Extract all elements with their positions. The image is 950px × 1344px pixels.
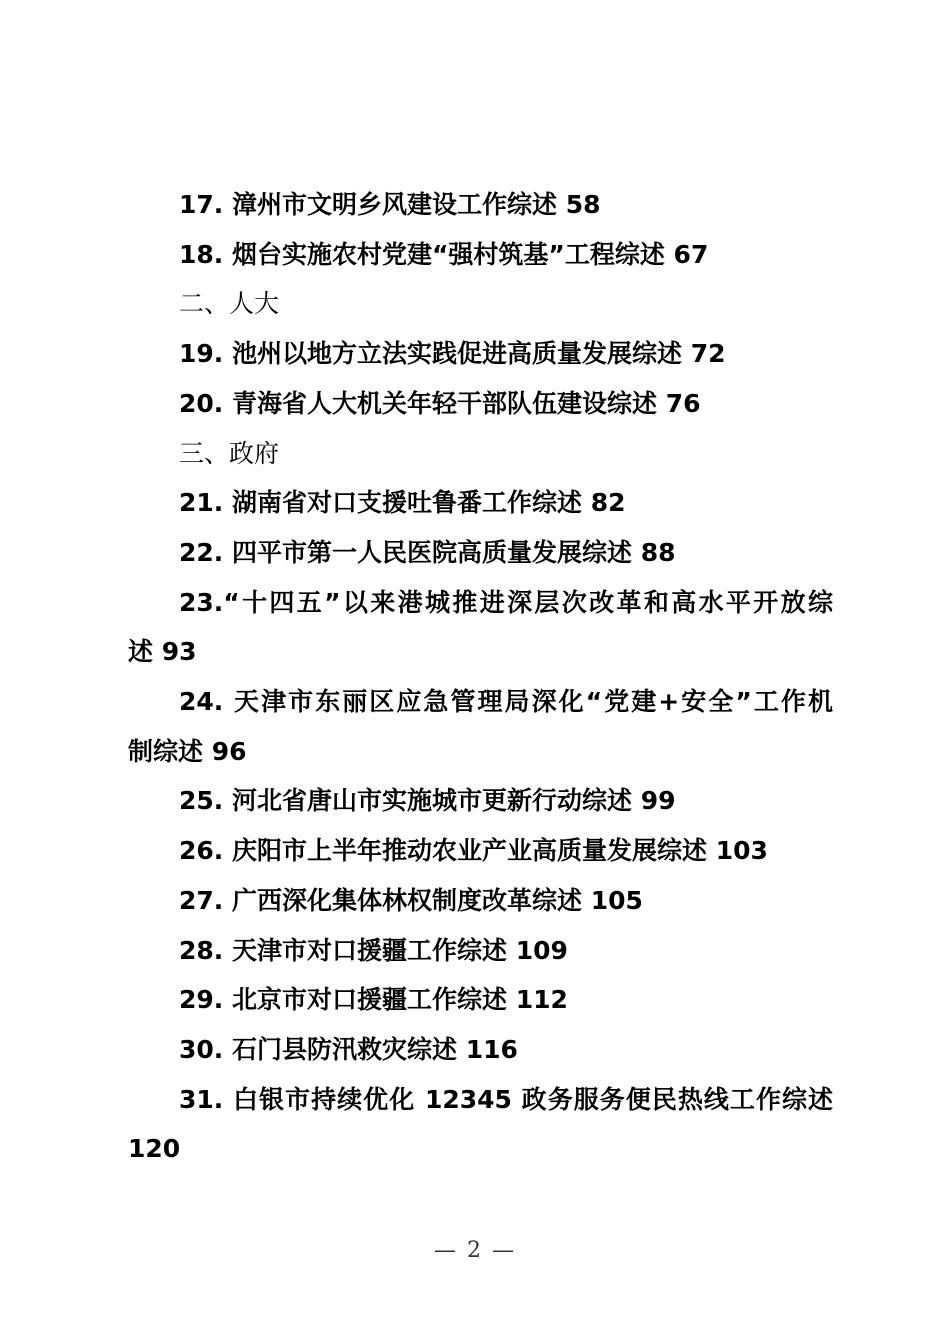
toc-item-18: 18. 烟台实施农村党建“强村筑基”工程综述 67 [179,239,709,269]
toc-item-22: 22. 四平市第一人民医院高质量发展综述 88 [179,537,676,567]
toc-item-24-line2: 制综述 96 [128,736,247,766]
toc-item-31-line1: 31. 白银市持续优化 12345 政务服务便民热线工作综述 [179,1084,833,1114]
toc-item-20: 20. 青海省人大机关年轻干部队伍建设综述 76 [179,388,701,418]
section-heading-zhengfu: 三、政府 [179,438,280,468]
toc-item-30: 30. 石门县防汛救灾综述 116 [179,1034,518,1064]
toc-item-26: 26. 庆阳市上半年推动农业产业高质量发展综述 103 [179,836,768,866]
table-of-contents [128,180,833,1174]
toc-item-25: 25. 河北省唐山市实施城市更新行动综述 99 [179,786,676,816]
toc-item-19: 19. 池州以地方立法实践促进高质量发展综述 72 [179,339,726,369]
page-number: — 2 — [434,1238,516,1263]
toc-item-27: 27. 广西深化集体林权制度改革综述 105 [179,885,643,915]
section-heading-renda: 二、人大 [179,289,280,319]
toc-item-17: 17. 漳州市文明乡风建设工作综述 58 [179,190,601,219]
toc-item-24-line1: 24. 天津市东丽区应急管理局深化“党建+安全”工作机 [179,687,833,717]
toc-item-21: 21. 湖南省对口支援吐鲁番工作综述 82 [179,488,626,518]
toc-item-23-line2: 述 93 [128,637,197,667]
toc-item-23-line1: 23.“十四五”以来港城推进深层次改革和高水平开放综 [179,587,833,617]
toc-item-31-line2: 120 [128,1134,181,1164]
toc-item-29: 29. 北京市对口援疆工作综述 112 [179,985,568,1015]
toc-item-28: 28. 天津市对口援疆工作综述 109 [179,935,568,965]
